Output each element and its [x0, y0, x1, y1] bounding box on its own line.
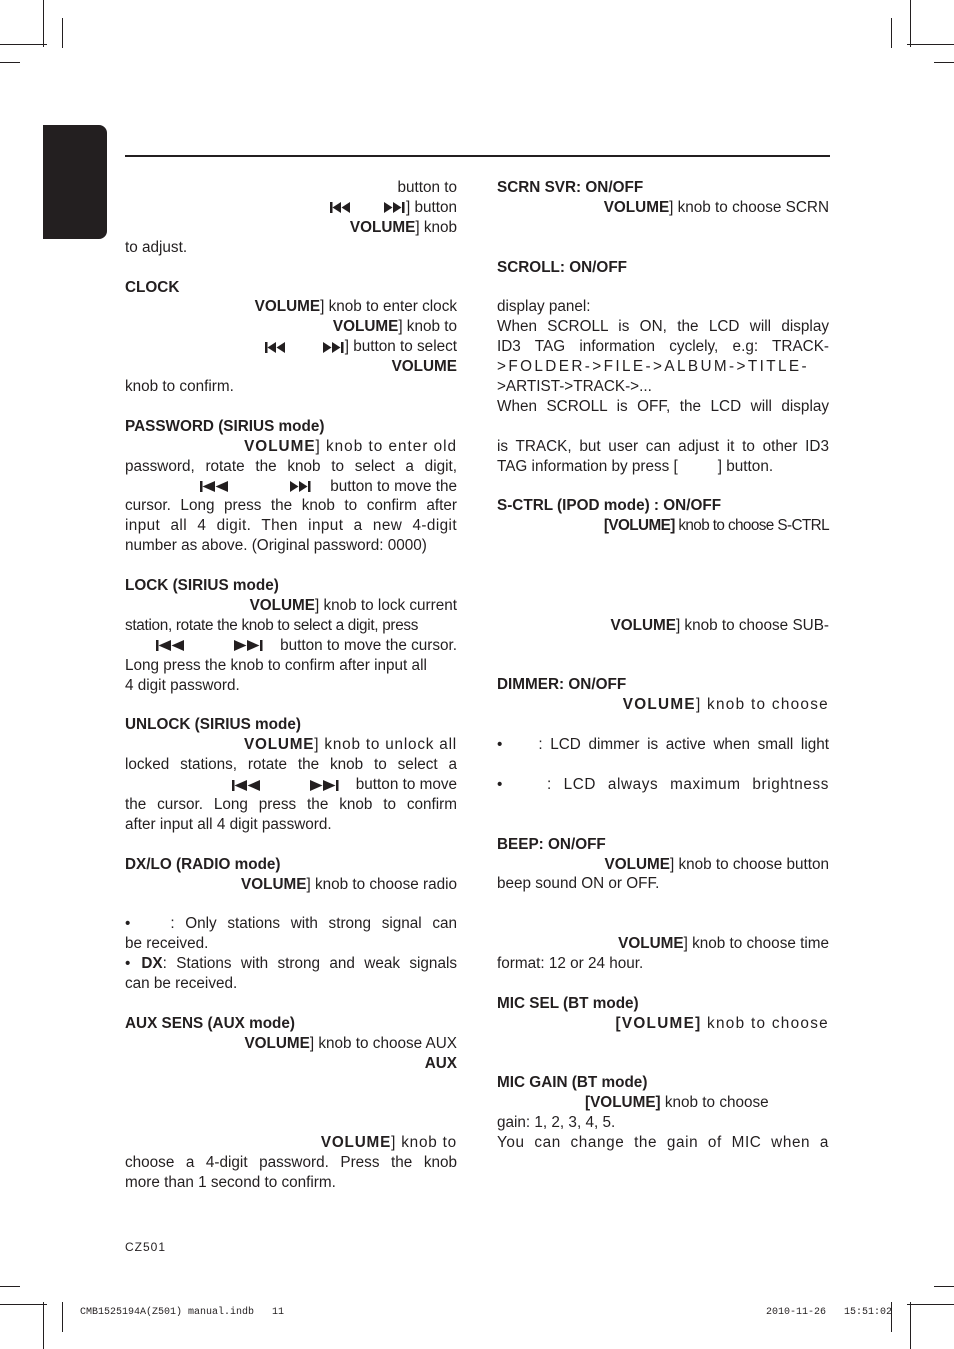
- line: Long press the knob to confirm after input all: [125, 656, 427, 674]
- previous-track-icon: [200, 481, 230, 492]
- next-track-icon: [234, 640, 264, 651]
- crop-mark: [0, 62, 20, 63]
- line: VOLUME] knob to: [320, 1134, 457, 1152]
- line: VOLUME] knob to choose SCRN: [603, 198, 829, 216]
- model-label: CZ501: [125, 1240, 167, 1254]
- line: [VOLUME] knob to choose: [585, 1094, 769, 1112]
- line: TAG information by press [ ] button.: [497, 457, 774, 475]
- line: You can change the gain of MIC when a: [497, 1134, 829, 1152]
- line: be received.: [125, 935, 209, 953]
- line: after input all 4 digit password.: [125, 815, 332, 833]
- section-heading: MIC GAIN (BT mode): [497, 1074, 648, 1092]
- line: VOLUME: [391, 358, 457, 376]
- section-heading: UNLOCK (SIRIUS mode): [125, 716, 301, 734]
- line: is TRACK, but user can adjust it to other ID3: [497, 437, 829, 455]
- line: button to move the cursor.: [125, 636, 457, 656]
- line: format: 12 or 24 hour.: [497, 955, 644, 973]
- crop-mark: [907, 1304, 954, 1305]
- crop-mark: [934, 1286, 954, 1287]
- previous-track-icon: [265, 342, 287, 353]
- next-track-icon: [323, 342, 345, 353]
- line: ] button to select: [125, 337, 457, 357]
- line: >ARTIST->TRACK->...: [497, 378, 652, 396]
- next-track-icon: [310, 780, 340, 791]
- line: VOLUME] knob to enter old: [244, 437, 457, 455]
- line: display panel:: [497, 298, 591, 316]
- section-heading: LOCK (SIRIUS mode): [125, 577, 279, 595]
- line: VOLUME] knob to choose time: [618, 935, 829, 953]
- section-heading: S-CTRL (IPOD mode) : ON/OFF: [497, 497, 722, 515]
- line: ] button: [125, 198, 457, 218]
- crop-mark: [934, 62, 954, 63]
- section-heading: DIMMER: ON/OFF: [497, 676, 627, 694]
- crop-mark: [910, 1302, 911, 1349]
- crop-mark: [43, 1302, 44, 1349]
- line: ID3 TAG information cyclely, e.g: TRACK-: [497, 338, 829, 356]
- line: cursor. Long press the knob to confirm after: [125, 497, 457, 515]
- crop-mark: [910, 0, 911, 47]
- line: button to move: [125, 775, 457, 795]
- list-item: • : LCD dimmer is active when small light: [497, 736, 829, 754]
- footer-timestamp: 2010-11-26 15:51:02: [765, 1307, 892, 1318]
- crop-mark: [62, 18, 63, 48]
- previous-track-icon: [232, 780, 262, 791]
- previous-track-icon: [156, 640, 186, 651]
- line: station, rotate the knob to select a digit, press: [125, 616, 419, 634]
- line: VOLUME] knob to lock current: [249, 596, 457, 614]
- section-heading: PASSWORD (SIRIUS mode): [125, 417, 325, 435]
- list-item: • : LCD always maximum brightness: [497, 775, 829, 793]
- line: When SCROLL is ON, the LCD will display: [497, 318, 829, 336]
- line: VOLUME] knob to: [332, 318, 457, 336]
- crop-mark: [907, 44, 954, 45]
- section-heading: SCRN SVR: ON/OFF: [497, 179, 644, 196]
- language-tab: [43, 125, 107, 239]
- section-heading: DX/LO (RADIO mode): [125, 855, 281, 873]
- section-heading: SCROLL: ON/OFF: [497, 258, 628, 276]
- line: choose a 4-digit password. Press the knob: [125, 1154, 457, 1172]
- line: AUX: [424, 1054, 457, 1072]
- next-track-icon: [290, 481, 312, 492]
- line: locked stations, rotate the knob to select a: [125, 756, 457, 774]
- line: VOLUME] knob to choose SUB-: [610, 616, 829, 634]
- line: VOLUME] knob to choose AUX: [244, 1034, 457, 1052]
- line: [VOLUME] knob to choose: [615, 1014, 829, 1032]
- line: 4 digit password.: [125, 676, 240, 694]
- list-item: • : Only stations with strong signal can: [125, 915, 457, 933]
- line: When SCROLL is OFF, the LCD will display: [497, 397, 829, 415]
- line: button to move the: [125, 477, 457, 497]
- line: gain: 1, 2, 3, 4, 5.: [497, 1114, 616, 1132]
- line: [VOLUME] knob to choose S-CTRL: [603, 517, 829, 535]
- line: button to: [397, 179, 457, 196]
- section-heading: AUX SENS (AUX mode): [125, 1014, 295, 1032]
- crop-mark: [62, 1302, 63, 1332]
- left-column: [125, 178, 457, 1193]
- line: VOLUME] knob: [349, 218, 457, 236]
- crop-mark: [43, 0, 44, 47]
- line: can be received.: [125, 975, 238, 993]
- line: to adjust.: [125, 238, 188, 256]
- right-column: [497, 178, 829, 1153]
- line: VOLUME] knob to choose button: [604, 855, 829, 873]
- crop-mark: [0, 1286, 20, 1287]
- previous-track-icon: [330, 202, 352, 213]
- line: knob to confirm.: [125, 378, 234, 396]
- line: VOLUME] knob to unlock all: [244, 736, 457, 754]
- list-item: • DX: Stations with strong and weak signals: [125, 955, 457, 973]
- line: VOLUME] knob to choose: [622, 696, 829, 714]
- section-heading: MIC SEL (BT mode): [497, 994, 639, 1012]
- line: VOLUME] knob to enter clock: [254, 298, 457, 316]
- line: password, rotate the knob to select a digit,: [125, 457, 457, 475]
- section-heading: BEEP: ON/OFF: [497, 835, 606, 853]
- crop-mark: [0, 1304, 47, 1305]
- footer-file-info: CMB1525194A(Z501) manual.indb 11: [80, 1307, 285, 1318]
- crop-mark: [0, 44, 47, 45]
- crop-mark: [891, 18, 892, 48]
- next-track-icon: [384, 202, 406, 213]
- line: more than 1 second to confirm.: [125, 1174, 336, 1192]
- header-rule: [125, 155, 830, 157]
- line: >FOLDER->FILE->ALBUM->TITLE-: [497, 358, 810, 376]
- section-heading: CLOCK: [125, 278, 180, 296]
- line: beep sound ON or OFF.: [497, 875, 660, 893]
- line: the cursor. Long press the knob to confirm: [125, 796, 457, 814]
- line: number as above. (Original password: 0000): [125, 537, 427, 555]
- line: VOLUME] knob to choose radio: [241, 875, 457, 893]
- line: input all 4 digit. Then input a new 4-digit: [125, 517, 457, 535]
